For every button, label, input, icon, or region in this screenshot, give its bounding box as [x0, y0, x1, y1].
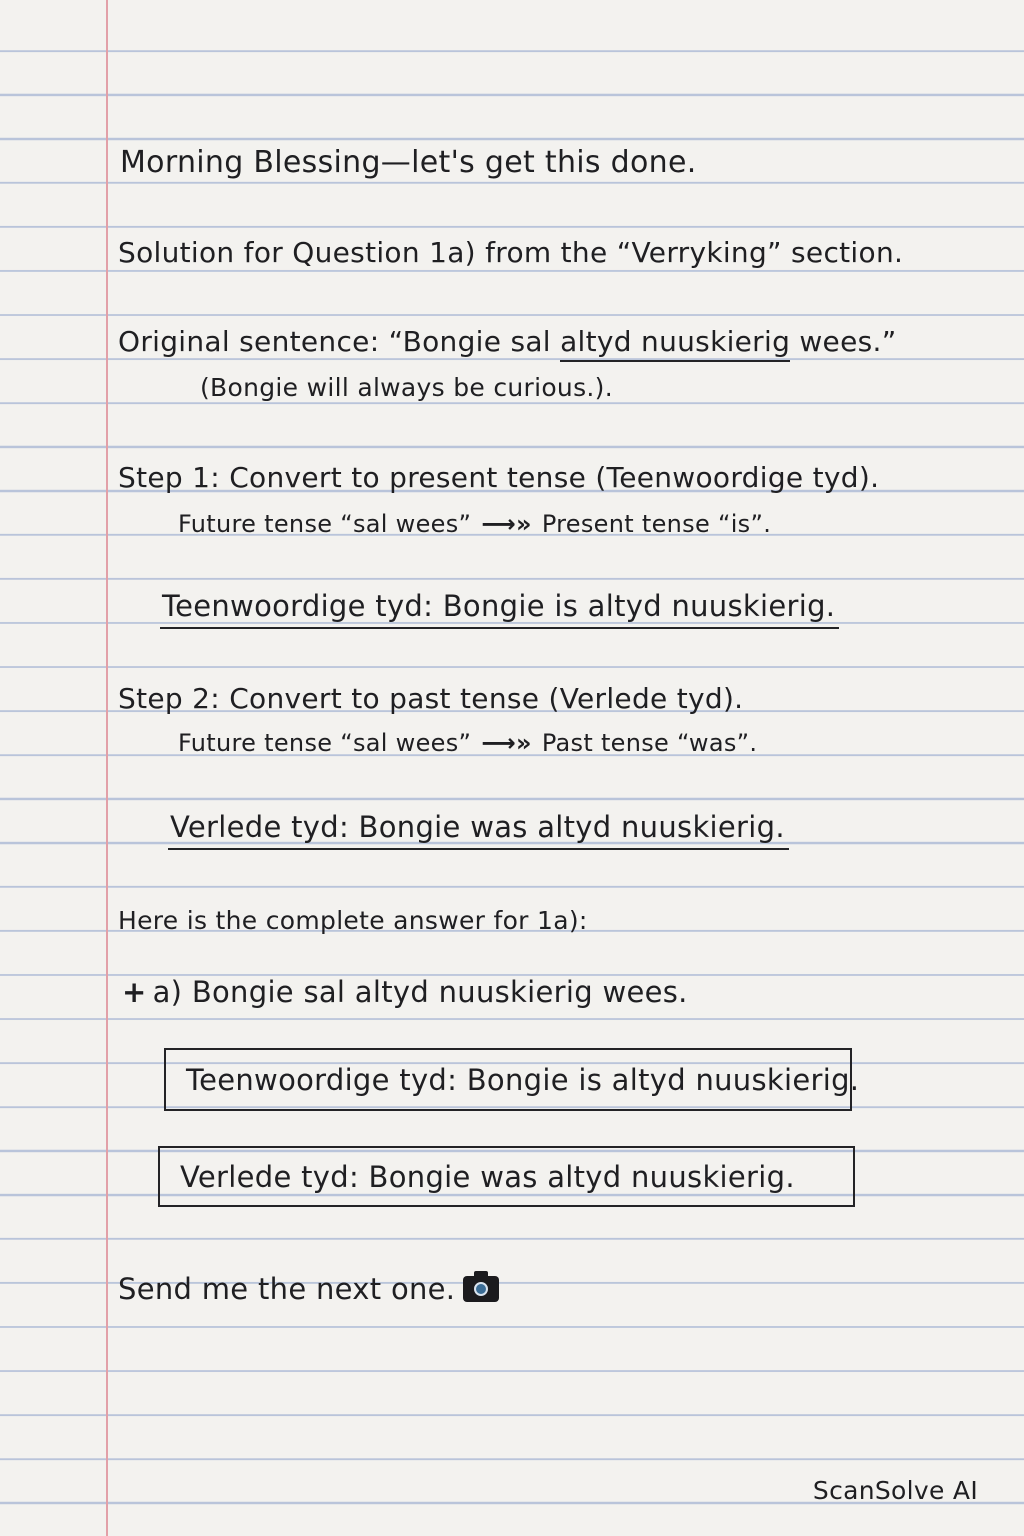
solution-intro: Solution for Question 1a) from the “Verryking” section. [118, 236, 904, 269]
margin-line [106, 0, 108, 1536]
past-tense-result [168, 810, 789, 850]
answer-box-present [164, 1048, 860, 1111]
greeting-text: Morning Blessing—let's get this done. [120, 145, 697, 180]
original-underlined-phrase: altyd nuuskierig [560, 325, 790, 362]
present-tense-result-text: Teenwoordige tyd: Bongie is altyd nuuskierig. [160, 589, 839, 629]
step1-note [178, 510, 771, 538]
answer-present-text: Teenwoordige tyd: Bongie is altyd nuuskierig. [186, 1062, 860, 1097]
closing-text: Send me the next one. [118, 1272, 456, 1306]
original-quote-close: wees.” [790, 325, 897, 358]
original-translation: (Bongie will always be curious.). [200, 373, 613, 402]
step2-note-left: Future tense “sal wees” [178, 729, 472, 757]
question-marker-icon: + [122, 975, 147, 1009]
original-label: Original sentence: [118, 325, 389, 358]
present-tense-result [160, 589, 839, 629]
arrow-right-icon: ⟶» [481, 729, 532, 757]
answer-box-past [158, 1146, 855, 1207]
question-text: a) Bongie sal altyd nuuskierig wees. [152, 975, 688, 1009]
step1-heading: Step 1: Convert to present tense (Teenwoordige tyd). [118, 461, 880, 494]
camera-icon [463, 1276, 499, 1302]
original-sentence [118, 325, 897, 358]
answer-past-text: Verlede tyd: Bongie was altyd nuuskierig. [180, 1159, 795, 1194]
step2-heading: Step 2: Convert to past tense (Verlede tyd). [118, 682, 744, 715]
question-line [122, 975, 688, 1009]
step1-note-left: Future tense “sal wees” [178, 510, 472, 538]
step2-note-right: Past tense “was”. [541, 729, 758, 757]
original-quote-open: “Bongie sal [388, 325, 561, 358]
past-tense-result-text: Verlede tyd: Bongie was altyd nuuskierig. [168, 810, 789, 850]
complete-answer-intro: Here is the complete answer for 1a): [118, 906, 588, 935]
arrow-right-icon: ⟶» [481, 510, 532, 538]
step2-note [178, 729, 757, 757]
step1-note-right: Present tense “is”. [541, 510, 772, 538]
closing-line [118, 1272, 499, 1306]
brand-watermark: ScanSolve AI [812, 1476, 978, 1505]
